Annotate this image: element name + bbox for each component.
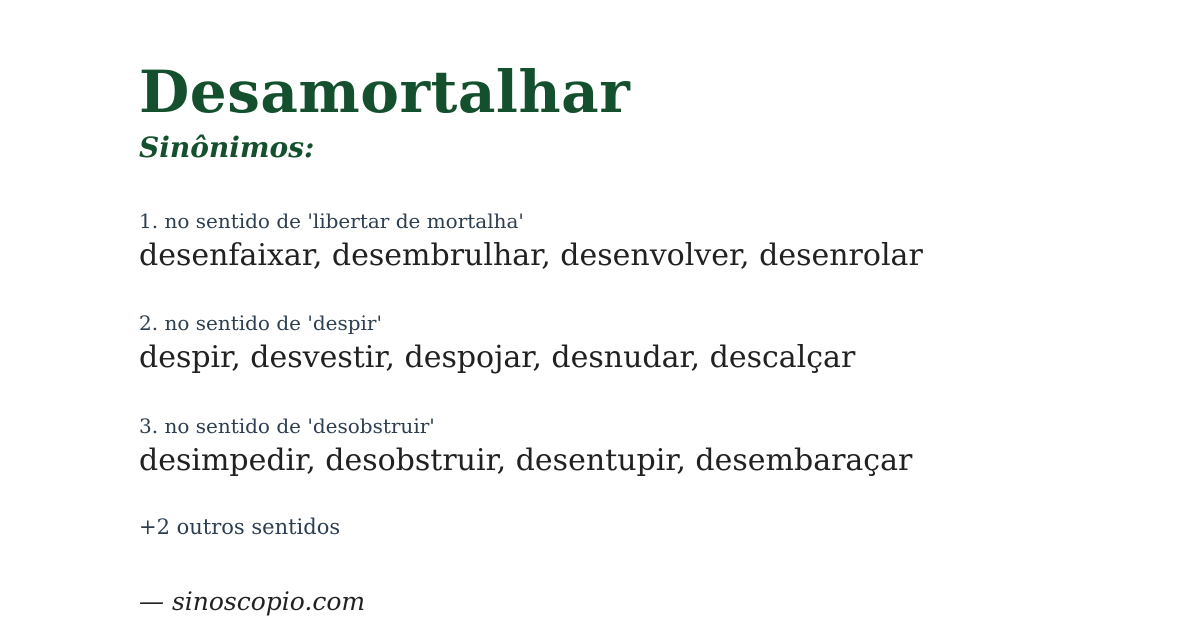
sense-synonyms: despir, desvestir, despojar, desnudar, descalçar xyxy=(139,340,856,376)
sense-label: 1. no sentido de 'libertar de mortalha' xyxy=(139,208,524,233)
senses-list xyxy=(139,208,1120,480)
synonyms-heading: Sinônimos: xyxy=(139,130,315,164)
sense-label: 2. no sentido de 'despir' xyxy=(139,311,382,336)
sense-item-2 xyxy=(139,310,1120,377)
sense-item-1 xyxy=(139,208,1120,275)
sense-synonyms: desenfaixar, desembrulhar, desenvolver, desenrolar xyxy=(139,237,923,273)
sense-item-3 xyxy=(139,413,1120,480)
more-senses-note: +2 outros sentidos xyxy=(139,515,341,540)
sense-synonyms: desimpedir, desobstruir, desentupir, desembaraçar xyxy=(139,442,913,478)
sense-label: 3. no sentido de 'desobstruir' xyxy=(139,413,435,438)
page-title: Desamortalhar xyxy=(139,58,631,126)
source-attribution: — sinoscopio.com xyxy=(139,587,366,617)
